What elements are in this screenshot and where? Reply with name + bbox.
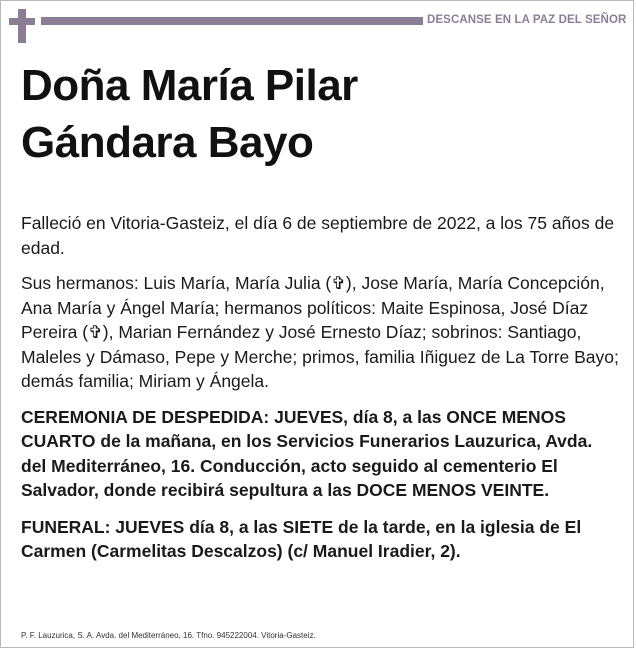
header-label: DESCANSE EN LA PAZ DEL SEÑOR	[427, 14, 627, 26]
funeral-home-footer: P. F. Lauzurica, S. A. Avda. del Mediterráneo, 16. Tfno. 945222004. Vitoria-Gasteiz.	[21, 631, 316, 640]
deceased-name-line1: Doña María Pilar	[21, 61, 358, 110]
deceased-name-line2: Gándara Bayo	[21, 118, 314, 167]
death-paragraph: Falleció en Vitoria-Gasteiz, el día 6 de septiembre de 2022, a los 75 años de edad.	[21, 213, 615, 258]
family-paragraph: Sus hermanos: Luis María, María Julia (✞), Jose María, María Concepción, Ana María y Ángel María; hermanos políticos: Maite Espinosa, José Díaz Pereira (✞), Marian Fernández y José Ernesto Díaz; sobrinos: Santiago, Maleles y Dámaso, Pepe y Merche; primos, familia Iñiguez de La Torre Bayo; demás familia; Miriam y Ángela.	[21, 273, 619, 391]
funeral-paragraph: FUNERAL: JUEVES día 8, a las SIETE de la tarde, en la iglesia de El Carmen (Carmelitas Descalzos) (c/ Manuel Iradier, 2).	[21, 516, 582, 561]
header-divider	[41, 17, 423, 25]
obituary-body	[21, 211, 621, 576]
latin-cross-icon	[9, 9, 35, 43]
deceased-name	[21, 57, 358, 171]
ceremony-paragraph: CEREMONIA DE DESPEDIDA: JUEVES, día 8, a las ONCE MENOS CUARTO de la mañana, en los Servicios Funerarios Lauzurica, Avda. del Mediterráneo, 16. Conducción, acto seguido al cementerio El Salvador, donde recibirá sepultura a las DOCE MENOS VEINTE.	[21, 406, 593, 500]
